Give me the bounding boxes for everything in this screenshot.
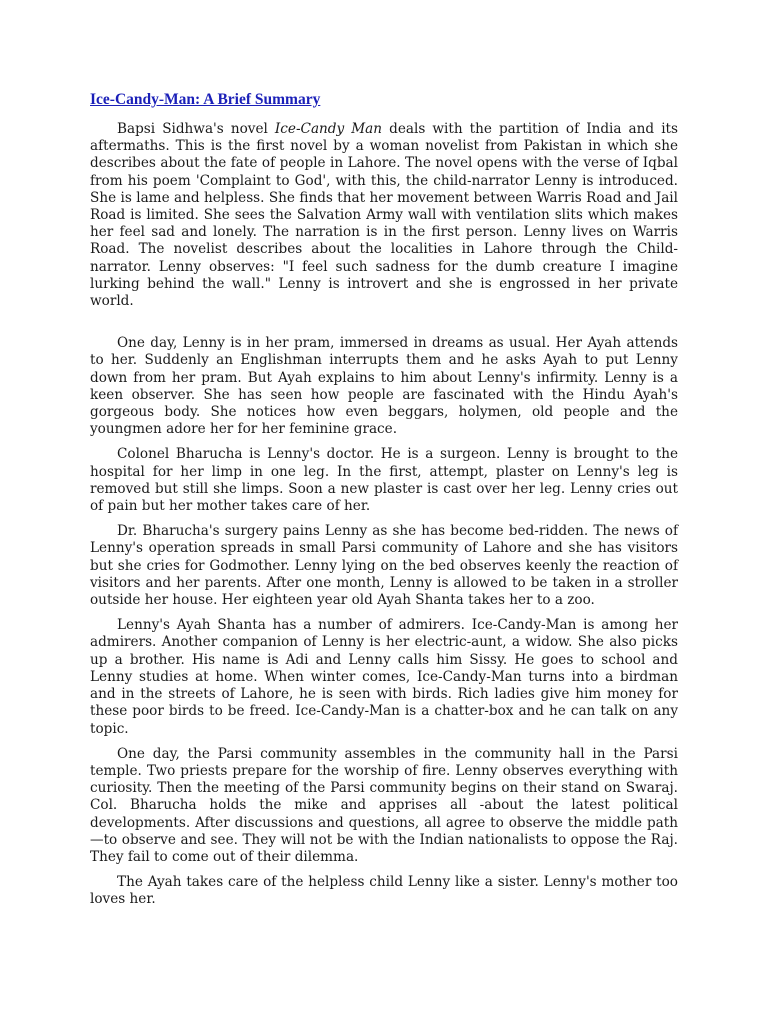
paragraph-6: One day, the Parsi community assembles in the community hall in the Parsi temple. Two priests prepare for the worship of fire. Lenny observes everything with curiosity. Then the meeting of the Parsi community begins on their stand on Swaraj. Col. Bharucha holds the mike and apprises all -about the latest political developments. After discussions and questions, all agree to observe the middle path—to observe and see. They will not be with the Indian nationalists to oppose the Raj. They fail to come out of their dilemma.: [90, 745, 678, 865]
document-body: [90, 90, 678, 909]
paragraph-4: Dr. Bharucha's surgery pains Lenny as she has become bed-ridden. The news of Lenny's operation spreads in small Parsi community of Lahore and she has visitors but she cries for Godmother. Lenny lying on the bed observes keenly the reaction of visitors and her parents. After one month, Lenny is allowed to be taken in a stroller outside her house. Her eighteen year old Ayah Shanta takes her to a zoo.: [90, 523, 678, 609]
paragraph-7: The Ayah takes care of the helpless child Lenny like a sister. Lenny's mother too loves her.: [90, 874, 678, 908]
paragraph-2: One day, Lenny is in her pram, immersed in dreams as usual. Her Ayah attends to her. Suddenly an Englishman interrupts them and he asks Ayah to put Lenny down from her pram. But Ayah explains to him about Lenny's infirmity. Lenny is a keen observer. She has seen how people are fascinated with the Hindu Ayah's gorgeous body. She notices how even beggars, holymen, old people and the youngmen adore her for her feminine grace.: [90, 335, 678, 438]
paragraph-5: Lenny's Ayah Shanta has a number of admirers. Ice-Candy-Man is among her admirers. Another companion of Lenny is her electric-aunt, a widow. She also picks up a brother. His name is Adi and Lenny calls him Sissy. He goes to school and Lenny studies at home. When winter comes, Ice-Candy-Man turns into a birdman and in the streets of Lahore, he is seen with birds. Rich ladies give him money for these poor birds to be freed. Ice-Candy-Man is a chatter-box and he can talk on any topic.: [90, 617, 678, 737]
paragraph-3: Colonel Bharucha is Lenny's doctor. He is a surgeon. Lenny is brought to the hospital for her limp in one leg. In the first, attempt, plaster on Lenny's leg is removed but still she limps. Soon a new plaster is cast over her leg. Lenny cries out of pain but her mother takes care of her.: [90, 446, 678, 515]
document-title[interactable]: Ice-Candy-Man: A Brief Summary: [90, 91, 321, 108]
novel-title-italic: Ice-Candy Man: [274, 121, 383, 137]
paragraph-1-rest: deals with the partition of India and its aftermaths. This is the first novel by a woman novelist from Pakistan in which she describes about the fate of people in Lahore. The novel opens with the verse of Iqbal from his poem 'Complaint to God', with this, the child-narrator Lenny is introduced. She is lame and helpless. She finds that her movement between Warris Road and Jail Road is limited. She sees the Salvation Army wall with ventilation slits which makes her feel sad and lonely. The narration is in the first person. Lenny lives on Warris Road. The novelist describes about the localities in Lahore through the Child-narrator. Lenny observes: "I feel such sadness for the dumb creature I imagine lurking behind the wall." Lenny is introvert and she is engrossed in her private world.: [90, 121, 678, 310]
paragraph-1-lead: Bapsi Sidhwa's novel: [117, 121, 275, 137]
paragraph-1: [90, 121, 678, 310]
